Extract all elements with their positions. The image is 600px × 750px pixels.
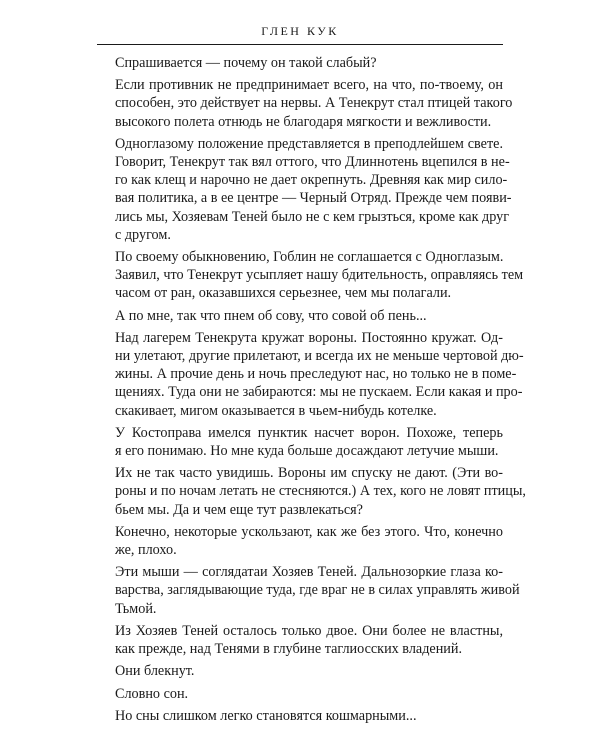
text-line: Но сны слишком легко становятся кошмарными... [115, 707, 417, 724]
text-line: варства, заглядывающие туда, где враг не в силах управлять живой [115, 582, 520, 599]
text-line: Словно сон. [115, 685, 189, 702]
text-line: Конечно, некоторые ускользают, как же без этого. Что, конечно [115, 523, 503, 540]
text-line: роны и по ночам летать не стесняются.) А тех, кого не ловят птицы, [115, 483, 526, 500]
paragraph [97, 563, 520, 618]
text-line: Тьмой. [115, 600, 157, 617]
text-line: вая политика, а в ее центре — Черный Отряд. Прежде чем появи- [115, 190, 512, 207]
text-line: го как клещ и нарочно не дает окрепнуть. Древняя как мир сило- [115, 172, 508, 189]
paragraph [97, 329, 524, 420]
running-head: ГЛЕН КУК [261, 24, 339, 38]
text-line: Они блекнут. [115, 663, 195, 680]
text-line: Спрашивается — почему он такой слабый? [115, 55, 377, 71]
text-line: жины. А прочие день и ночь преследуют нас, но только не в поме- [115, 366, 517, 383]
paragraph [97, 76, 513, 131]
paragraph [97, 707, 503, 725]
header-rule [97, 44, 503, 45]
paragraph [97, 54, 503, 72]
paragraph [97, 424, 503, 460]
paragraph [97, 464, 526, 519]
text-line: А по мне, так что пнем об сову, что совой об пень... [115, 307, 427, 324]
text-line: лись мы, Хозяевам Теней было не с кем грызться, кроме как друг [115, 208, 510, 225]
text-line: По своему обыкновению, Гоблин не соглашается с Одноглазым. [115, 249, 504, 266]
paragraph [97, 307, 503, 325]
text-line: Заявил, что Тенекрут усыпляет нашу бдительность, оправляясь тем [115, 267, 524, 284]
text-line: ни улетают, другие прилетают, и всегда их не меньше чертовой дю- [115, 348, 524, 365]
text-line: часом от ран, оказавшихся серьезнее, чем мы полагали. [115, 285, 452, 302]
text-line: как прежде, над Тенями в глубине таглиосских владений. [115, 641, 463, 658]
text-line: я его понимаю. Но мне куда больше досаждают летучие мыши. [115, 443, 499, 460]
text-line: щениях. Туда они не забираются: мы не пускаем. Если какая и про- [115, 384, 523, 401]
text-line: высокого полета отнюдь не благодаря мягкости и вежливости. [115, 113, 492, 130]
paragraph [97, 135, 512, 244]
page-text [97, 54, 526, 729]
paragraph [97, 622, 503, 658]
text-line: Над лагерем Тенекрута кружат вороны. Постоянно кружат. Од- [115, 329, 503, 346]
text-line: способен, это действует на нервы. А Тенекрут стал птицей такого [115, 95, 513, 112]
paragraph [97, 248, 524, 303]
paragraph [97, 662, 503, 680]
text-line: Говорит, Тенекрут так вял оттого, что Длиннотень вцепился в не- [115, 154, 510, 171]
text-line: Эти мыши — соглядатаи Хозяев Теней. Дальнозоркие глаза ко- [115, 564, 503, 581]
text-line: с другом. [115, 226, 171, 243]
text-line: У Костоправа имелся пунктик насчет ворон. Похоже, теперь [115, 424, 503, 441]
text-line: Если противник не предпринимает всего, на что, по-твоему, он [115, 77, 503, 94]
text-line: Одноглазому положение представляется в преподлейшем свете. [115, 135, 503, 152]
text-line: скакивает, мигом оказывается в чьем-нибудь котелке. [115, 402, 437, 419]
paragraph [97, 685, 503, 703]
paragraph [97, 523, 503, 559]
text-line: бьем мы. Да и чем еще тут развлекаться? [115, 501, 363, 518]
text-line: же, плохо. [115, 542, 177, 559]
text-line: Их не так часто увидишь. Вороны им спуску не дают. (Эти во- [115, 465, 503, 482]
text-line: Из Хозяев Теней осталось только двое. Они более не властны, [115, 622, 503, 639]
